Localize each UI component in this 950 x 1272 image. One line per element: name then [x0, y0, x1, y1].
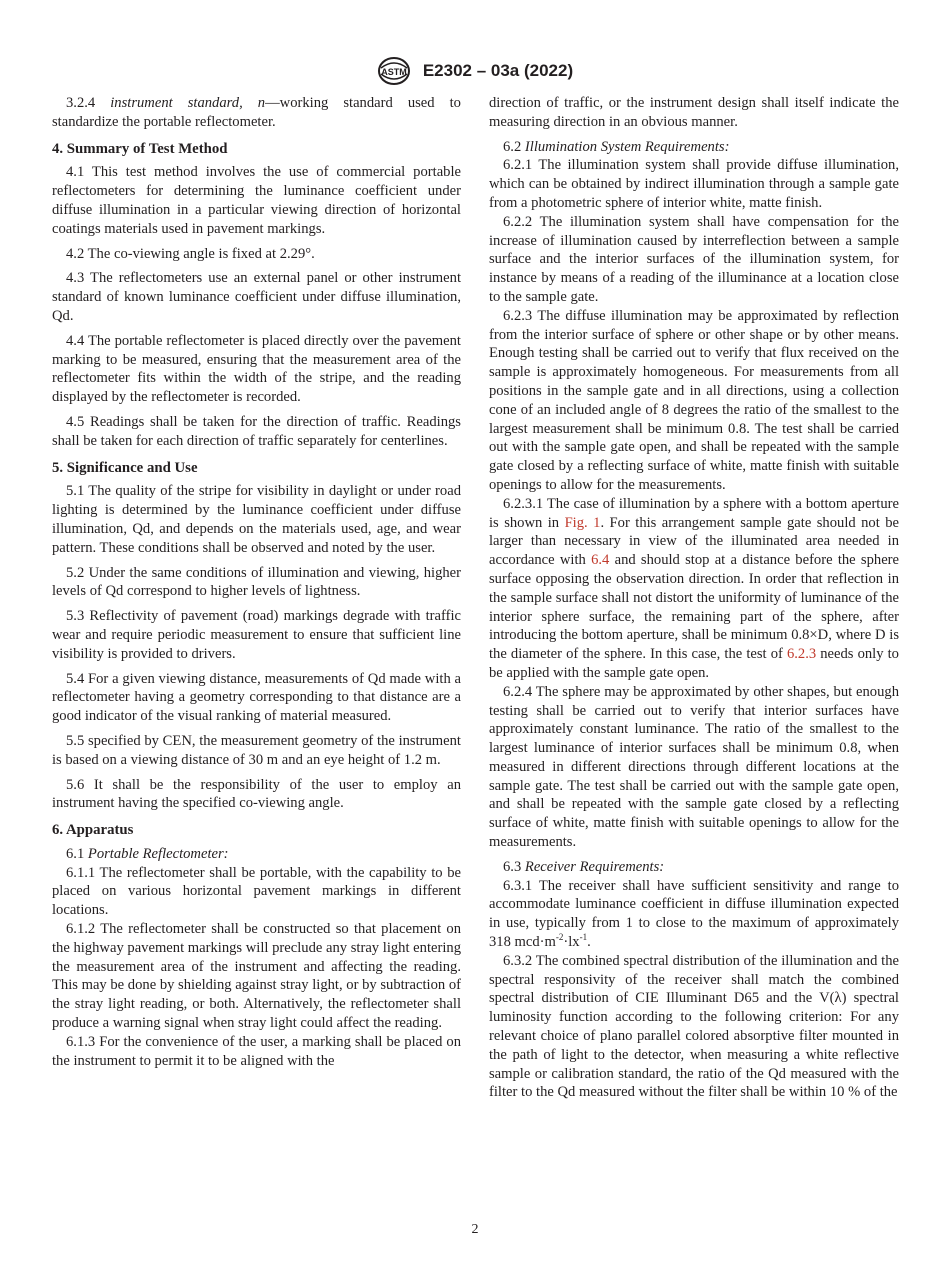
- page-number: 2: [471, 1222, 479, 1237]
- paragraph-5-3: 5.3 Reflectivity of pavement (road) markings degrade with traffic wear and require periodic measurement to ensure that sufficient line visibility is provided to drivers.: [52, 608, 461, 662]
- link-section-6-2-3[interactable]: 6.2.3: [786, 646, 817, 663]
- paragraph-6-2-2: 6.2.2 The illumination system shall have compensation for the increase of illumination caused by interreflection between a sample surface and the interior surfaces of the illumination system, for instance by means of a reading of the illuminance at a location close to the sample gate.: [489, 213, 899, 305]
- paragraph-5-6: 5.6 It shall be the responsibility of the user to employ an instrument having the specified co-viewing angle.: [52, 776, 461, 812]
- paragraph-6-2-3: 6.2.3 The diffuse illumination may be approximated by reflection from the interior surface of sphere or other shape or by other means. Enough testing shall be carried out to verify that flux received on the sample is approximately homogeneous. For measurements from all positions in the sample gate and in all directions, using a collection cone of an included angle of 8 degrees the ratio of the smallest to the largest measurement shall be minimum 0.8. The test shall be carried out with the sample gate open, and shall be repeated with the sample gate closed by a reflecting surface of white, matte finish with suitable openings to allow for the measurements.: [489, 307, 899, 493]
- page-header: [0, 56, 950, 86]
- paragraph-4-5: 4.5 Readings shall be taken for the direction of traffic. Readings shall be taken for each direction of traffic separately for centerlines.: [52, 413, 461, 449]
- paragraph-6-3: 6.3 Receiver Requirements:: [503, 858, 665, 875]
- paragraph-6-2: 6.2 Illumination System Requirements:: [503, 138, 730, 155]
- paragraph-5-1: 5.1 The quality of the stripe for visibility in daylight or under road lighting is determined by the luminance coefficient under diffuse illumination, Qd, and depends on the materials used, age, and wear pattern. These conditions shall be observed and noted by the user.: [52, 483, 461, 556]
- paragraph-6-1: 6.1 Portable Reflectometer:: [66, 845, 229, 862]
- paragraph-5-4: 5.4 For a given viewing distance, measurements of Qd made with a reflectometer having a geometry corresponding to that distance are a good indicator of the visual ranking of material measured.: [52, 670, 461, 725]
- paragraph-4-3: 4.3 The reflectometers use an external panel or other instrument standard of known luminance coefficient under diffuse illumination, Qd.: [52, 270, 461, 324]
- link-section-6-4[interactable]: 6.4: [591, 552, 610, 569]
- logo-text: ASTM: [381, 67, 407, 77]
- paragraph-4-2: 4.2 The co-viewing angle is fixed at 2.29°.: [66, 245, 315, 262]
- paragraph-3-2-4: 3.2.4 instrument standard, n—working standard used to standardize the portable reflectometer.: [52, 95, 461, 130]
- astm-logo-icon: [377, 56, 411, 86]
- paragraph-6-1-2: 6.1.2 The reflectometer shall be constructed so that placement on the highway pavement markings will preclude any stray light entering the measurement area of the instrument and affecting the reading. This may be done by shielding against stray light, or by subtraction of the stray light reading, or both. Alternatively, the reflectometer shall produce a warning signal when stray light could affect the reading.: [52, 921, 461, 1032]
- right-column: [489, 94, 899, 1102]
- left-column: [52, 94, 461, 1070]
- paragraph-6-1-3: 6.1.3 For the convenience of the user, a marking shall be placed on the instrument to permit it to be aligned with the: [52, 1033, 461, 1069]
- section-4-heading: 4. Summary of Test Method: [52, 140, 228, 157]
- paragraph-6-1-1: 6.1.1 The reflectometer shall be portable, with the capability to be placed on various horizontal pavement markings in different locations.: [52, 864, 461, 919]
- paragraph-5-5: 5.5 specified by CEN, the measurement geometry of the instrument is based on a viewing distance of 30 m and an eye height of 1.2 m.: [52, 732, 461, 768]
- link-fig-1[interactable]: Fig. 1: [564, 514, 601, 531]
- section-6-heading: 6. Apparatus: [52, 822, 134, 839]
- paragraph-6-2-3-1: 6.2.3.1 The case of illumination by a sphere with a bottom aperture is shown in Fig. 1. For this arrangement sample gate should not be larger than necessary in view of the illuminated area needed in accordance with 6.4 and should stop at a distance before the sphere surface opposing the observation direction. In order that reflection in the sample surface shall not distort the uniformity of luminance of the interior sphere surface, the remaining part of the sphere, after introducing the bottom aperture, shall be minimum 0.8×D, where D is the diameter of the sphere. In this case, the test of 6.2.3 needs only to be applied with the sample gate open.: [489, 495, 900, 681]
- paragraph-6-1-3-continued: direction of traffic, or the instrument design shall itself indicate the measuring direction in an obvious manner.: [489, 95, 899, 130]
- paragraph-6-2-4: 6.2.4 The sphere may be approximated by other shapes, but enough testing shall be carried out to verify that interior surfaces have approximately constant luminance. The ratio of the smallest to the largest luminance of interior surfaces shall be minimum 0.8, when measured in different directions through different locations at the sample gate. The test shall be carried out with the sample gate open, and shall be repeated with the sample gate closed by a reflecting surface of white, matte finish with suitable openings to allow for the measurements.: [489, 683, 899, 851]
- section-5-heading: 5. Significance and Use: [52, 459, 198, 476]
- paragraph-4-4: 4.4 The portable reflectometer is placed directly over the pavement marking to be measured, ensuring that the measurement area of the reflectometer fits within the width of the stripe, and the reading displayed by the reflectometer is recorded.: [52, 332, 461, 406]
- paragraph-6-3-1: 6.3.1 The receiver shall have sufficient sensitivity and range to accommodate luminance coefficient in diffuse illumination expected in use, typically from 1 to close to the maximum of approximately 318 $mcd\cdot m^{-2}\cdot lx^{-1}$.: [489, 877, 899, 951]
- paragraph-6-2-1: 6.2.1 The illumination system shall provide diffuse illumination, which can be obtained by indirect illumination through a sample gate from a photometric sphere of interior white, matte finish.: [489, 157, 899, 211]
- paragraph-4-1: 4.1 This test method involves the use of commercial portable reflectometers for determining the luminance coefficient under diffuse illumination in a particular viewing direction of horizontal coatings materials used in pavement markings.: [52, 164, 461, 237]
- paragraph-5-2: 5.2 Under the same conditions of illumination and viewing, higher levels of Qd correspond to higher levels of lightness.: [52, 564, 461, 600]
- standard-designation: E2302 – 03a (2022): [422, 61, 574, 80]
- paragraph-6-3-2: 6.3.2 The combined spectral distribution of the illumination and the spectral responsivity of the receiver shall match the combined spectral distribution of CIE Illuminant D65 and the V(λ) spectral luminosity function according to the following criterion: For any relevant choice of plano parallel colored absorptive filter mounted in the path of light to the detector, when measuring a white reflective sample or calibration standard, the ratio of the Qd measured with the filter to the Qd measured without the filter shall be within 10 % of the: [489, 952, 899, 1101]
